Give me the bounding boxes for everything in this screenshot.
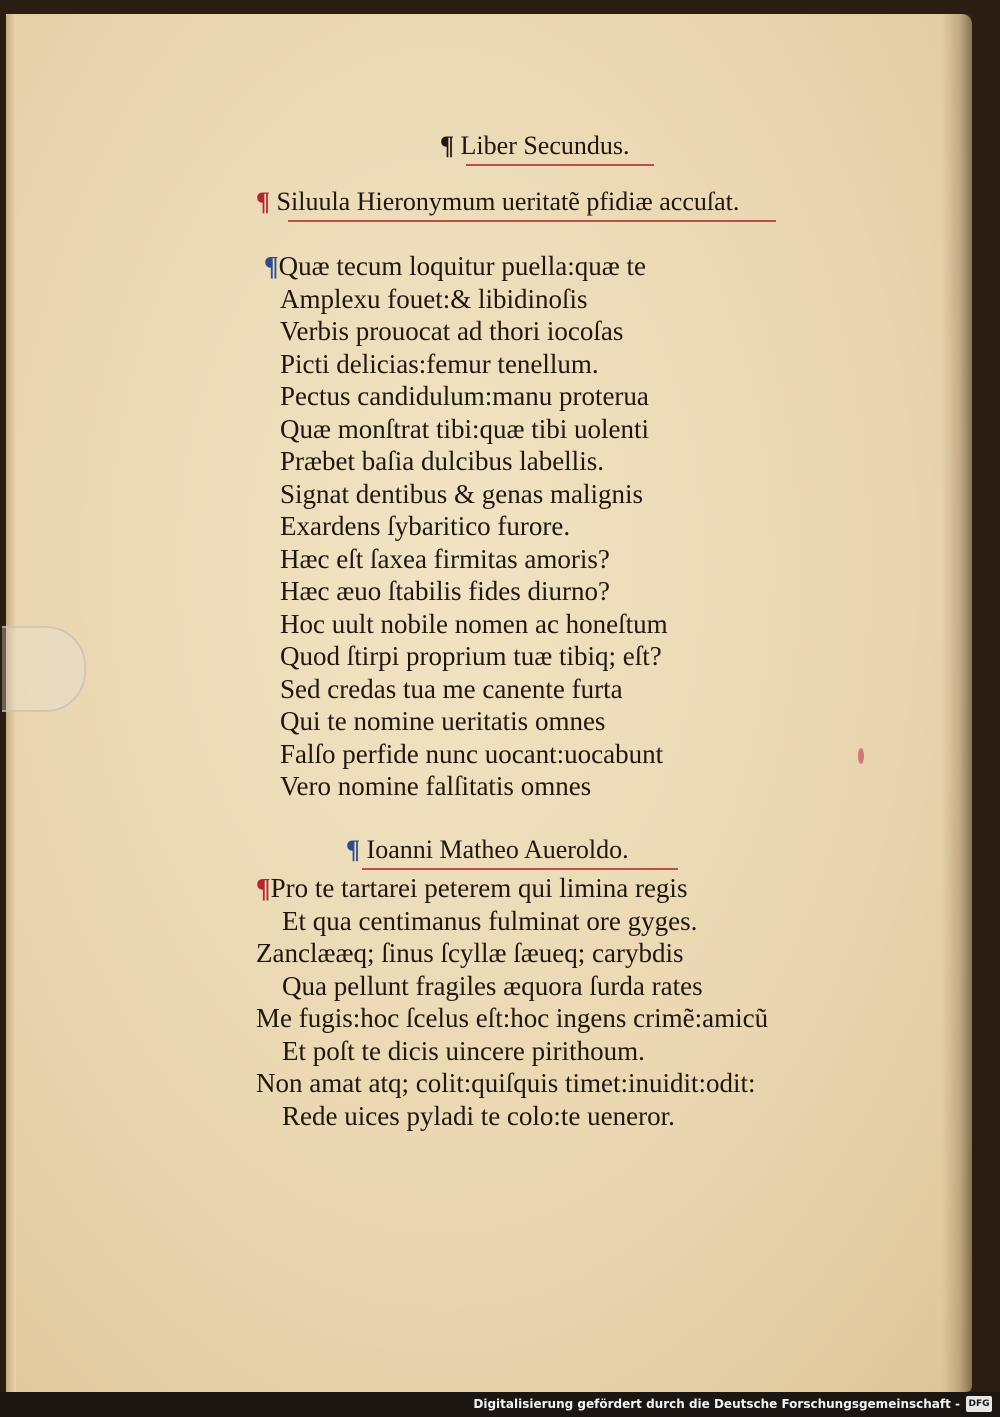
poem2-title <box>346 834 629 866</box>
verse-line: Hoc uult nobile nomen ac honeſtum <box>280 608 668 639</box>
verse-line: Picti delicias:femur tenellum. <box>280 348 599 379</box>
pilcrow-icon: ¶ <box>264 251 279 281</box>
running-header-text: Liber Secundus. <box>460 131 630 160</box>
verse-line: Verbis prouocat ad thori iocoſas <box>280 316 624 346</box>
pilcrow-icon: ¶ <box>256 873 271 903</box>
poem1-title <box>256 186 739 218</box>
verse-line: Hæc eſt ſaxea firmitas amoris? <box>280 543 610 574</box>
poem2-title-underline <box>362 868 678 870</box>
header-underline <box>466 164 654 166</box>
verse-line: Exardens ſybaritico furore. <box>280 511 571 541</box>
verse-line: Pectus candidulum:manu proterua <box>280 381 649 411</box>
verse-line: Me fugis:hoc ſcelus eſt:hoc ingens crimẽ:amicũ <box>256 1003 769 1033</box>
verse-line: Signat dentibus & genas malignis <box>280 478 643 509</box>
verse-line: Et qua centimanus fulminat ore gyges. <box>282 905 698 936</box>
poem2-body <box>256 872 768 1132</box>
verse-line: Vero nomine falſitatis omnes <box>280 771 592 801</box>
poem1-title-text: Siluula Hieronymum ueritatẽ pfidiæ accuſat. <box>276 187 740 216</box>
verse-line: Rede uices pyladi te colo:te ueneror. <box>282 1100 675 1131</box>
verse-line: Zanclææq; ſinus ſcyllæ ſæueq; carybdis <box>256 938 684 968</box>
verse-line: ¶Pro te tartarei peterem qui limina regis <box>256 873 688 903</box>
pilcrow-icon: ¶ <box>256 187 271 216</box>
running-header <box>440 130 630 162</box>
verse-line: Sed credas tua me canente furta <box>280 673 623 704</box>
verse-line: Qui te nomine ueritatis omnes <box>280 706 606 736</box>
pilcrow-icon: ¶ <box>346 835 361 864</box>
pilcrow-icon: ¶ <box>440 131 455 160</box>
verse-line: Hæc æuo ſtabilis fides diurno? <box>280 576 610 606</box>
verse-line: Qua pellunt fragiles æquora ſurda rates <box>282 970 703 1001</box>
book-page <box>6 14 972 1392</box>
poem2-title-text: Ioanni Matheo Aueroldo. <box>366 835 629 864</box>
verse-line: Quod ſtirpi proprium tuæ tibiq; eſt? <box>280 641 662 671</box>
verse-line: Quæ monſtrat tibi:quæ tibi uolenti <box>280 413 649 444</box>
dfg-logo-icon: DFG <box>966 1396 992 1412</box>
footer-credit: Digitalisierung gefördert durch die Deutsche Forschungsgemeinschaft - <box>473 1397 960 1411</box>
verse-line: Non amat atq; colit:quiſquis timet:inuidit:odit: <box>256 1068 756 1098</box>
ink-smudge <box>858 748 864 764</box>
poem1-title-underline <box>288 220 776 222</box>
verse-line: Præbet baſia dulcibus labellis. <box>280 446 604 476</box>
verse-line: Amplexu fouet:& libidinoſis <box>280 283 588 314</box>
verse-line: Falſo perfide nunc uocant:uocabunt <box>280 738 664 769</box>
page-tab-mark <box>2 626 86 712</box>
poem1-body <box>264 250 668 803</box>
verse-line: ¶Quæ tecum loquitur puella:quæ te <box>264 251 647 281</box>
footer-bar <box>0 1392 1000 1417</box>
binding-gutter <box>942 14 972 1392</box>
verse-line: Et poſt te dicis uincere pirithoum. <box>282 1035 645 1066</box>
